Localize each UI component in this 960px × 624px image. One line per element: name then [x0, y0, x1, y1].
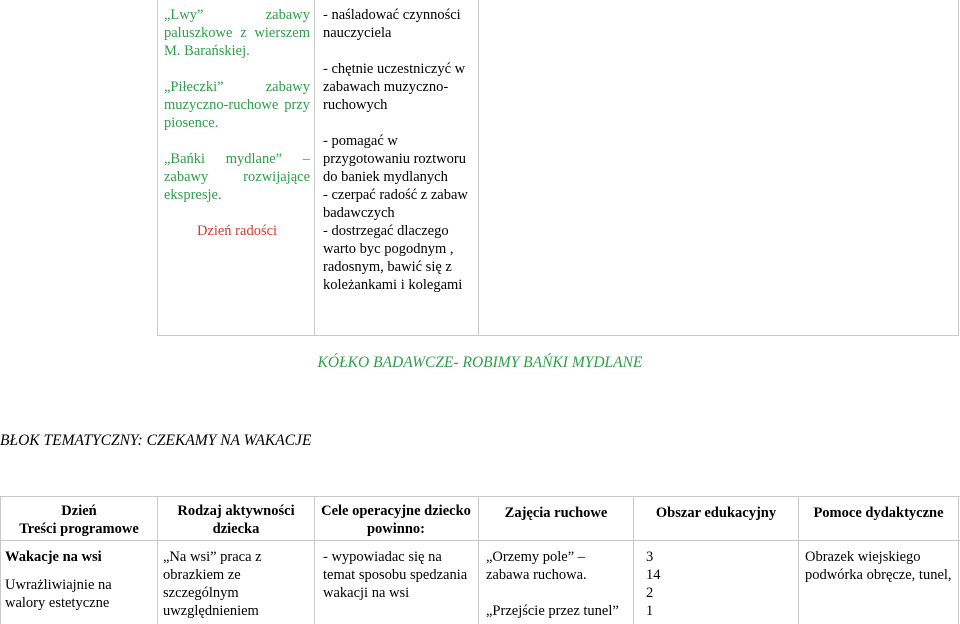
- banki-activity: „Bańki mydlane” – zabawy rozwijające ekspresje.: [164, 151, 310, 203]
- row-obszar-cell: [646, 548, 706, 620]
- row-zajecia-2: „Przejście przez tunel”: [486, 603, 619, 619]
- goal-item: - dostrzegać dlaczego warto byc pogodnym , radosnym, bawić się z koleżankami i kolegami: [323, 223, 463, 293]
- obszar-number: 1: [646, 603, 654, 619]
- row-dzien-cell: [5, 548, 155, 612]
- top-table-border-mid: [314, 0, 315, 336]
- bottom-table-header-line: [0, 540, 960, 541]
- top-table-border-mid2: [478, 0, 479, 336]
- row-dzien: Wakacje na wsi: [5, 549, 102, 565]
- row-cele: - wypowiadac się na temat sposobu spedzania wakacji na wsi: [323, 549, 468, 601]
- lwy-activity: „Lwy” zabawy paluszkowe z wierszem M. Barańskiej.: [164, 7, 310, 59]
- goal-item: - naśladować czynności nauczyciela: [323, 7, 461, 41]
- row-zajecia-1: „Orzemy pole” – zabawa ruchowa.: [486, 549, 587, 583]
- header-tresci: Treści programowe: [19, 521, 139, 537]
- kolko-title: KÓŁKO BADAWCZE- ROBIMY BAŃKI MYDLANE: [317, 354, 643, 371]
- goal-item: - pomagać w przygotowaniu roztworu do baniek mydlanych: [323, 133, 466, 185]
- blok-title: BŁOK TEMATYCZNY: CZEKAMY NA WAKACJE: [0, 432, 312, 449]
- goal-item: - chętnie uczestniczyć w zabawach muzyczno-ruchowych: [323, 61, 466, 113]
- dzien-radosci: Dzień radości: [196, 223, 278, 239]
- header-dzien-cell: [1, 502, 157, 538]
- header-zajecia: Zajęcia ruchowe: [504, 505, 608, 521]
- row-zajecia-cell: [486, 548, 632, 620]
- top-table-border-left: [157, 0, 158, 336]
- obszar-number: 2: [646, 585, 654, 601]
- bottom-table-sep1: [157, 496, 158, 624]
- obszar-number: 3: [646, 549, 654, 565]
- row-rodzaj: „Na wsi” praca z obrazkiem ze szczególnym uwzględnieniem: [163, 549, 262, 619]
- header-rodzaj: Rodzaj aktywności dziecka: [177, 503, 295, 537]
- obszar-number: 14: [646, 567, 661, 583]
- header-obszar: Obszar edukacyjny: [655, 505, 777, 521]
- bottom-table-top: [0, 496, 960, 497]
- bottom-table-sep2: [314, 496, 315, 624]
- header-cele: Cele operacyjne dziecko powinno:: [321, 503, 471, 537]
- goal-item: - czerpać radość z zabaw badawczych: [323, 187, 468, 221]
- top-table-col2: [323, 6, 475, 294]
- header-dzien: Dzień: [61, 503, 97, 519]
- header-pomoce: Pomoce dydaktyczne: [813, 505, 944, 521]
- pileczki-activity: „Piłeczki” zabawy muzyczno-ruchowe przy piosence.: [164, 79, 310, 131]
- row-tresci: Uwrażliwiajnie na walory estetyczne: [5, 577, 112, 611]
- top-table-border-bottom: [157, 335, 959, 336]
- row-pomoce: Obrazek wiejskiego podwórka obręcze, tunel,: [805, 549, 952, 583]
- bottom-table-right: [958, 496, 959, 624]
- top-table-col1: [164, 6, 310, 240]
- top-table-border-right: [958, 0, 959, 336]
